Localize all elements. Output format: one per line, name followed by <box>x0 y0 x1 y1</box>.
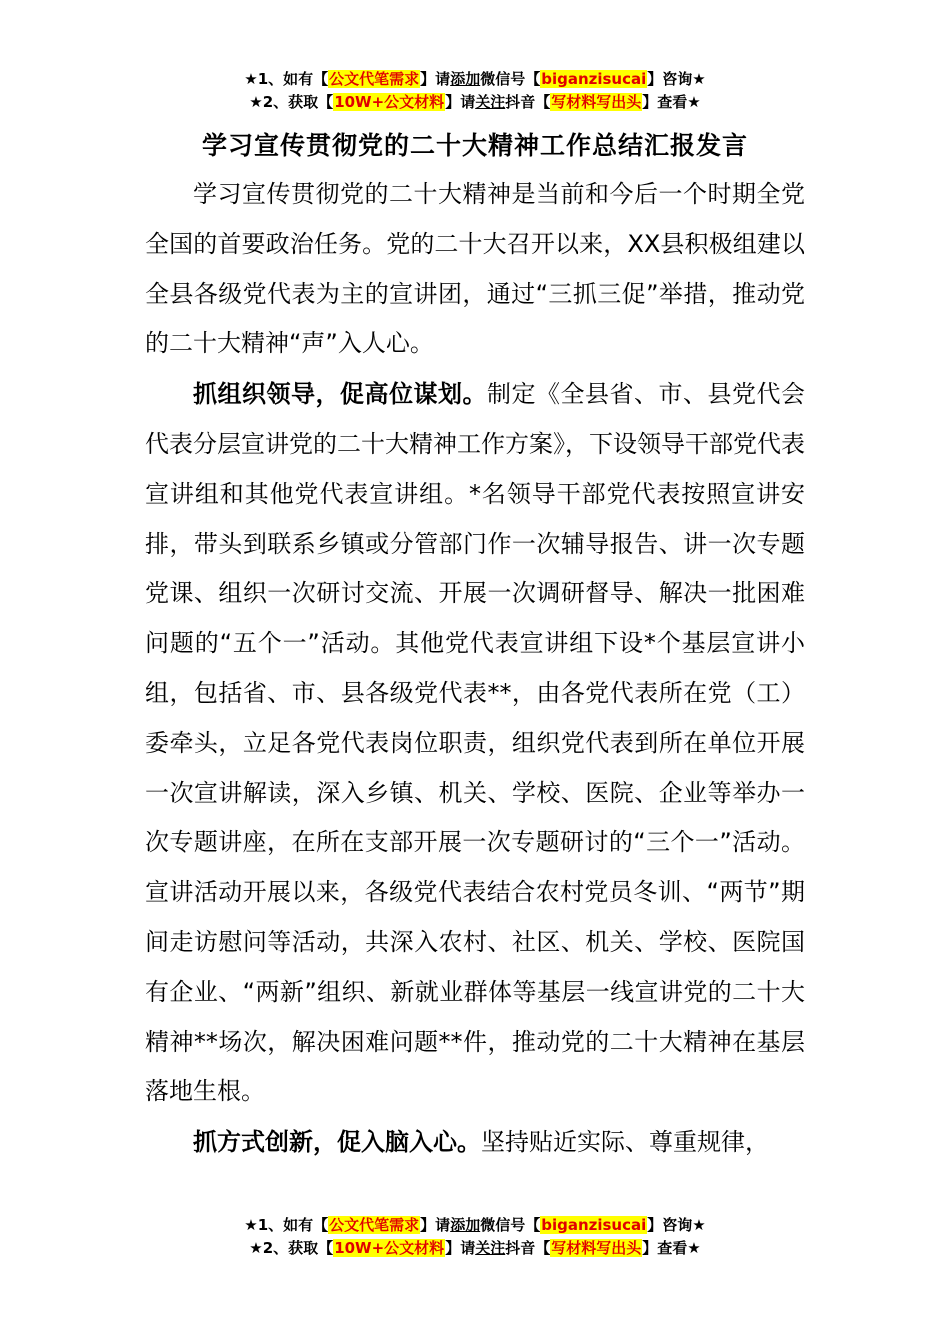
notice-line-2: ★2、获取【10W+公文材料】请关注抖音【写材料写出头】查看★ <box>249 93 701 111</box>
notice-highlight: 公文代笔需求 <box>329 70 420 88</box>
paragraph-lead: 抓组织领导，促高位谋划。 <box>193 380 487 409</box>
paragraph: 抓方式创新，促入脑入心。坚持贴近实际、尊重规律， <box>193 1128 769 1157</box>
notice-line-1: ★1、如有【公文代笔需求】请添加微信号【biganzisucai】咨询★ <box>244 70 706 88</box>
top-notice <box>0 68 950 114</box>
notice-highlight: biganzisucai <box>541 70 647 88</box>
notice-highlight: 写材料写出头 <box>551 1239 642 1257</box>
notice-highlight: 写材料写出头 <box>551 93 642 111</box>
notice-line-2: ★2、获取【10W+公文材料】请关注抖音【写材料写出头】查看★ <box>249 1239 701 1257</box>
notice-line-1: ★1、如有【公文代笔需求】请添加微信号【biganzisucai】咨询★ <box>244 1216 706 1234</box>
notice-highlight: 10W+公文材料 <box>334 1239 445 1257</box>
notice-highlight: 公文代笔需求 <box>329 1216 420 1234</box>
document-body <box>145 170 805 1169</box>
notice-highlight: 10W+公文材料 <box>334 93 445 111</box>
paragraph: 学习宣传贯彻党的二十大精神是当前和今后一个时期全党全国的首要政治任务。党的二十大召开以来，XX县积极组建以全县各级党代表为主的宣讲团，通过“三抓三促”举措，推动党的二十大精神“声”入人心。 <box>145 180 805 358</box>
notice-highlight: biganzisucai <box>541 1216 647 1234</box>
paragraph-lead: 抓方式创新，促入脑入心。 <box>193 1128 481 1157</box>
paragraph: 抓组织领导，促高位谋划。制定《全县省、市、县党代会代表分层宣讲党的二十大精神工作方案》，下设领导干部党代表宣讲组和其他党代表宣讲组。*名领导干部党代表按照宣讲安排，带头到联系乡镇或分管部门作一次辅导报告、讲一次专题党课、组织一次研讨交流、开展一次调研督导、解决一批困难问题的“五个一”活动。其他党代表宣讲组下设*个基层宣讲小组，包括省、市、县各级党代表**，由各党代表所在党（工）委牵头，立足各党代表岗位职责，组织党代表到所在单位开展一次宣讲解读，深入乡镇、机关、学校、医院、企业等举办一次专题讲座，在所在支部开展一次专题研讨的“三个一”活动。宣讲活动开展以来，各级党代表结合农村党员冬训、“两节”期间走访慰问等活动，共深入农村、社区、机关、学校、医院国有企业、“两新”组织、新就业群体等基层一线宣讲党的二十大精神**场次，解决困难问题**件，推动党的二十大精神在基层落地生根。 <box>145 380 805 1106</box>
document-title: 学习宣传贯彻党的二十大精神工作总结汇报发言 <box>201 131 748 160</box>
bottom-notice <box>0 1214 950 1260</box>
